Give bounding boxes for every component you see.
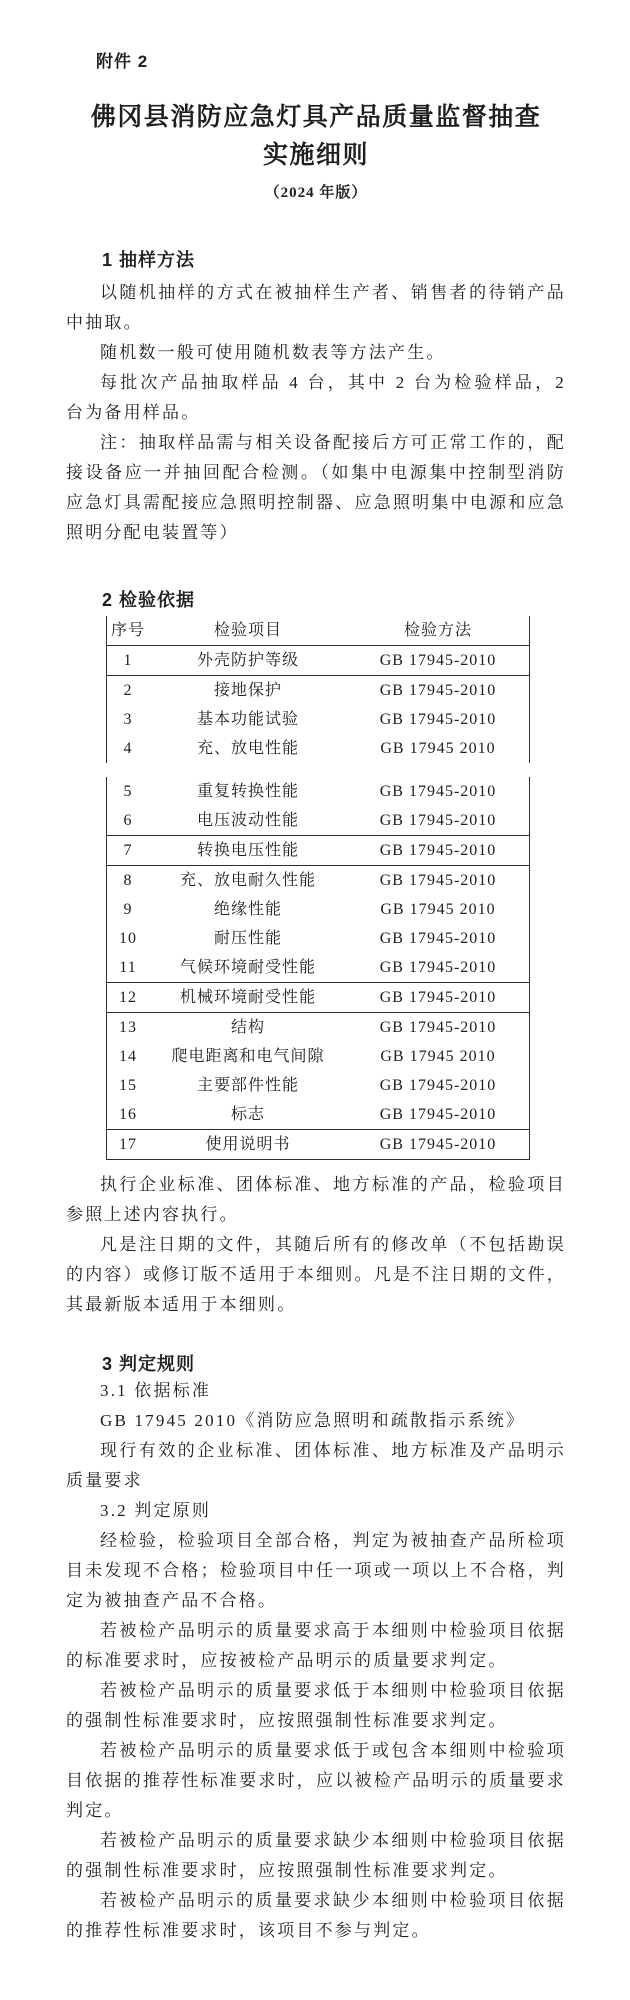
row-method: GB 17945 2010 <box>380 900 496 918</box>
row-method: GB 17945 2010 <box>380 1047 496 1065</box>
table-row <box>107 676 529 705</box>
title-line-1: 佛冈县消防应急灯具产品质量监督抽查 <box>90 103 542 131</box>
row-item: 外壳防护等级 <box>196 651 299 669</box>
table-row <box>107 953 529 983</box>
attachment-label: 附件 2 <box>96 52 149 71</box>
section-1-note-paragraph: 注：抽取样品需与相关设备配接后方可正常工作的，配接设备应一并抽回配合检测。（如集中电源集中控制型消防应急灯具需配接应急照明控制器、应急照明集中电源和应急照明分配电装置等） <box>66 433 566 542</box>
table-row <box>107 1013 529 1042</box>
row-method: GB 17945-2010 <box>379 988 497 1006</box>
row-no: 6 <box>123 811 133 829</box>
table-row <box>107 866 529 895</box>
section-3-2-paragraph: 若被检产品明示的质量要求缺少本细则中检验项目依据的推荐性标准要求时，该项目不参与判定。 <box>66 1891 566 1940</box>
row-no: 8 <box>123 871 133 889</box>
row-method: GB 17945-2010 <box>379 811 497 829</box>
row-method: GB 17945-2010 <box>379 841 497 859</box>
row-method: GB 17945-2010 <box>379 1135 497 1153</box>
table-row <box>107 1100 529 1130</box>
section-3-2-paragraph: 若被检产品明示的质量要求低于本细则中检验项目依据的强制性标准要求时，应按照强制性标准要求判定。 <box>66 1681 566 1730</box>
section-1-paragraph: 随机数一般可使用随机数表等方法产生。 <box>100 343 446 362</box>
row-no: 2 <box>123 681 133 699</box>
row-no: 9 <box>123 900 133 918</box>
section-3-2-paragraph: 经检验，检验项目全部合格，判定为被抽查产品所检项目未发现不合格；检验项目中任一项或一项以上不合格，判定为被抽查产品不合格。 <box>66 1531 566 1610</box>
row-item: 爬电距离和电气间隙 <box>171 1047 325 1065</box>
table-header-no: 序号 <box>110 621 145 639</box>
row-method: GB 17945-2010 <box>379 1105 497 1123</box>
row-item: 电压波动性能 <box>196 811 299 829</box>
section-2-heading: 2 检验依据 <box>102 590 196 610</box>
table-row <box>107 646 529 676</box>
row-method: GB 17945-2010 <box>379 958 497 976</box>
row-method: GB 17945-2010 <box>379 710 497 728</box>
row-method: GB 17945-2010 <box>379 929 497 947</box>
row-method: GB 17945-2010 <box>379 651 497 669</box>
row-no: 1 <box>123 651 133 669</box>
row-item: 重复转换性能 <box>196 782 299 800</box>
row-item: 使用说明书 <box>205 1135 291 1153</box>
section-1-paragraph: 以随机抽样的方式在被抽样生产者、销售者的待销产品中抽取。 <box>66 283 566 332</box>
section-3-heading: 3 判定规则 <box>102 1354 196 1374</box>
table-row <box>107 1130 529 1160</box>
table-row <box>107 1071 529 1100</box>
row-item: 结构 <box>230 1018 265 1036</box>
row-item: 主要部件性能 <box>196 1076 299 1094</box>
row-method: GB 17945-2010 <box>379 782 497 800</box>
row-item: 充、放电性能 <box>196 739 299 757</box>
row-method: GB 17945-2010 <box>379 1076 497 1094</box>
row-no: 17 <box>119 1135 137 1153</box>
table-header-method: 检验方法 <box>403 621 472 639</box>
section-3-1-paragraph: GB 17945 2010《消防应急照明和疏散指示系统》 <box>100 1411 526 1430</box>
section-2-paragraphs <box>66 1170 566 1320</box>
row-no: 14 <box>119 1047 137 1065</box>
row-no: 11 <box>119 958 137 976</box>
table-row <box>107 734 529 763</box>
row-item: 转换电压性能 <box>196 841 299 859</box>
row-method: GB 17945 2010 <box>380 739 496 757</box>
row-no: 3 <box>123 710 133 728</box>
table-row <box>107 806 529 836</box>
row-no: 10 <box>119 929 137 947</box>
table-row <box>107 836 529 866</box>
row-item: 标志 <box>230 1105 265 1123</box>
row-no: 4 <box>123 739 133 757</box>
section-2-paragraph: 执行企业标准、团体标准、地方标准的产品，检验项目参照上述内容执行。 <box>66 1175 566 1224</box>
table-row <box>107 895 529 924</box>
row-method: GB 17945-2010 <box>379 1018 497 1036</box>
edition-label: （2024 年版） <box>264 185 368 201</box>
table-page-break-gap <box>66 763 566 777</box>
table-row <box>107 705 529 734</box>
section-3-2-paragraph: 若被检产品明示的质量要求高于本细则中检验项目依据的标准要求时，应按被检产品明示的质量要求判定。 <box>66 1621 566 1670</box>
row-item: 充、放电耐久性能 <box>179 871 316 889</box>
row-no: 5 <box>123 782 133 800</box>
row-item: 绝缘性能 <box>213 900 282 918</box>
section-1-paragraph: 每批次产品抽取样品 4 台，其中 2 台为检验样品，2 台为备用样品。 <box>66 373 566 422</box>
section-3-2-heading: 3.2 判定原则 <box>100 1501 212 1520</box>
title-line-2: 实施细则 <box>262 141 369 169</box>
row-no: 15 <box>119 1076 137 1094</box>
row-item: 基本功能试验 <box>196 710 299 728</box>
row-item: 机械环境耐受性能 <box>179 988 316 1006</box>
table-row <box>107 1042 529 1071</box>
row-no: 13 <box>119 1018 137 1036</box>
row-item: 接地保护 <box>213 681 282 699</box>
row-item: 耐压性能 <box>213 929 282 947</box>
row-no: 16 <box>119 1105 137 1123</box>
section-3-1-paragraph: 现行有效的企业标准、团体标准、地方标准及产品明示质量要求 <box>66 1441 566 1490</box>
table-row <box>107 924 529 953</box>
table-row <box>107 777 529 806</box>
document-title <box>66 98 566 174</box>
section-3-1-heading: 3.1 依据标准 <box>100 1381 212 1400</box>
table-row <box>107 983 529 1013</box>
table-header-item: 检验项目 <box>213 621 282 639</box>
inspection-table-part-2 <box>106 777 530 1160</box>
section-2-paragraph: 凡是注日期的文件，其随后所有的修改单（不包括勘误的内容）或修订版不适用于本细则。凡是不注日期的文件，其最新版本适用于本细则。 <box>66 1235 566 1314</box>
row-method: GB 17945-2010 <box>379 871 497 889</box>
section-3-2-paragraph: 若被检产品明示的质量要求缺少本细则中检验项目依据的强制性标准要求时，应按照强制性标准要求判定。 <box>66 1831 566 1880</box>
row-method: GB 17945-2010 <box>379 681 497 699</box>
section-3-2-paragraph: 若被检产品明示的质量要求低于或包含本细则中检验项目依据的推荐性标准要求时，应以被检产品明示的质量要求判定。 <box>66 1741 566 1820</box>
inspection-table-part-1 <box>106 616 530 763</box>
row-item: 气候环境耐受性能 <box>179 958 316 976</box>
section-1-heading: 1 抽样方法 <box>102 250 196 270</box>
row-no: 7 <box>123 841 133 859</box>
row-no: 12 <box>119 988 137 1006</box>
table-header-row <box>107 616 529 646</box>
